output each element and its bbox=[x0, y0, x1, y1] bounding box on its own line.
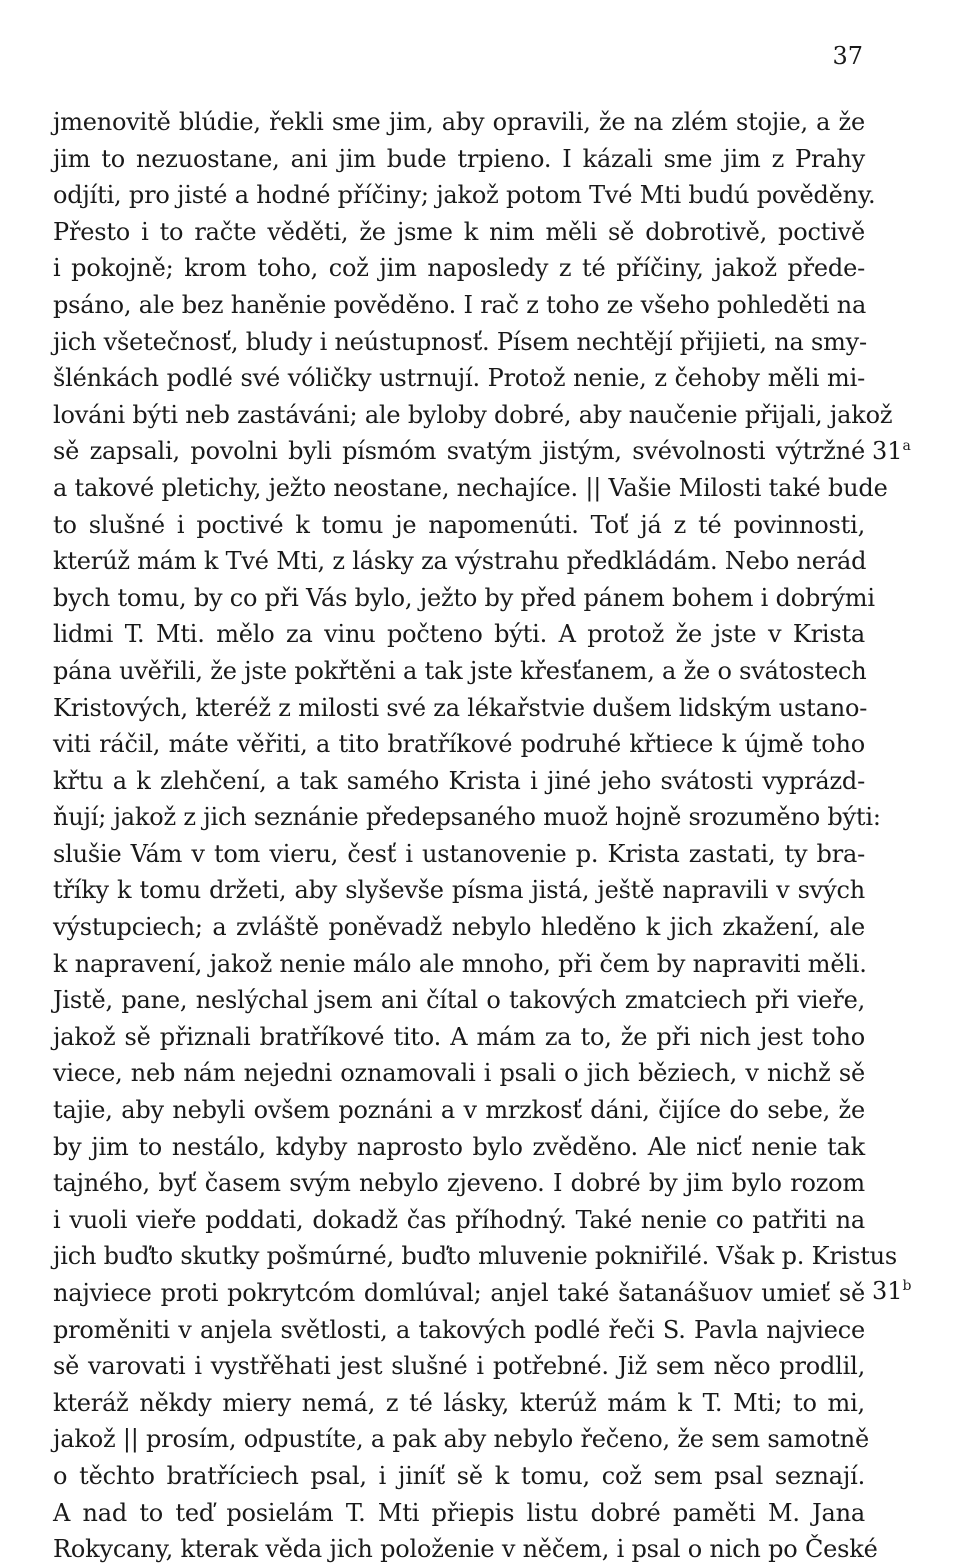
text-line: tříky k tomu držeti, aby slyševše písma jistá, ještě napravili v svých bbox=[53, 876, 865, 905]
text-line: pána uvěřili, že jste pokřtěni a tak jste křesťanem, a že o svátostech bbox=[53, 656, 867, 685]
page-number: 37 bbox=[832, 42, 863, 70]
text-line: jich všetečnosť, bludy i neústupnosť. Písem nechtějí přijieti, na smy- bbox=[53, 327, 867, 356]
text-line: i vuoli vieře poddati, dokadž čas příhodný. Také nenie co patřiti na bbox=[53, 1205, 865, 1234]
text-line: jich buďto skutky pošmúrné, buďto mluvenie pokniřilé. Však p. Kristus bbox=[53, 1242, 898, 1271]
text-line: lováni býti neb zastáváni; ale byloby dobré, aby naučenie přijali, jakož bbox=[53, 400, 893, 429]
text-line: kteráž někdy miery nemá, z té lásky, kterúž mám k T. Mti; to mi, bbox=[53, 1388, 865, 1417]
text-line: slušie Vám v tom vieru, česť i ustanovenie p. Krista zastati, ty bra- bbox=[53, 839, 865, 868]
text-line: sě zapsali, povolni byli písmóm svatým jistým, svévolnosti výtržné bbox=[53, 437, 865, 466]
text-line: šlénkách podlé své vóličky ustrnují. Protož nenie, z čehoby měli mi- bbox=[53, 364, 865, 393]
text-line: křtu a k zlehčení, a tak samého Krista i jiné jeho svátosti vyprázd- bbox=[53, 766, 865, 795]
text-line: k napravení, jakož nenie málo ale mnoho, při čem by napraviti měli. bbox=[53, 949, 867, 978]
text-line: odjíti, pro jisté a hodné příčiny; jakož potom Tvé Mti budú pověděny. bbox=[53, 181, 876, 210]
text-line: tajného, byť časem svým nebylo zjeveno. I dobré by jim bylo rozom bbox=[53, 1169, 865, 1198]
text-line: Kristových, kteréž z milosti své za lékařstvie dušem lidským ustano- bbox=[53, 693, 868, 722]
text-line: Rokycany, kterak věda jich položenie v něčem, i psal o nich po České bbox=[53, 1535, 878, 1564]
margin-note-31a bbox=[872, 437, 911, 465]
margin-note-31b bbox=[872, 1277, 912, 1305]
text-line: Přesto i to račte věděti, že jsme k nim měli sě dobrotivě, poctivě bbox=[53, 217, 865, 246]
text-line: A nad to teď posielám T. Mti přiepis listu dobré paměti M. Jana bbox=[53, 1498, 865, 1527]
text-line: bych tomu, by co při Vás bylo, ježto by před pánem bohem i dobrými bbox=[53, 583, 875, 612]
text-line: tajie, aby nebyli ovšem poznáni a v mrzkosť dáni, čijíce do sebe, že bbox=[53, 1096, 865, 1125]
text-line: Jistě, pane, neslýchal jsem ani čítal o takových zmatciech při vieře, bbox=[53, 986, 865, 1015]
text-line: to slušné i poctivé k tomu je napomenúti. Toť já z té povinnosti, bbox=[53, 510, 865, 539]
margin-note-label: 31 bbox=[872, 437, 903, 465]
text-line: viti ráčil, máte věřiti, a tito bratříkové podruhé křtiece k újmě toho bbox=[53, 730, 865, 759]
text-line: najviece proti pokrytcóm domlúval; anjel také šatanášuov umieť sě bbox=[53, 1279, 865, 1307]
margin-note-label: 31 bbox=[872, 1277, 903, 1305]
text-line: i pokojně; krom toho, což jim naposledy z té příčiny, jakož přede- bbox=[53, 254, 865, 283]
text-line: viece, neb nám nejedni oznamovali i psali o jich běziech, v nichž sě bbox=[53, 1059, 865, 1088]
margin-note-sup: b bbox=[902, 1278, 912, 1294]
margin-note-sup: a bbox=[902, 438, 911, 454]
text-line: psáno, ale bez haněnie pověděno. I rač z toho ze všeho pohleděti na bbox=[53, 290, 867, 319]
text-line: jmenovitě blúdie, řekli sme jim, aby opravili, že na zlém stojie, a že bbox=[53, 108, 865, 136]
text-line: kterúž mám k Tvé Mti, z lásky za výstrahu předkládám. Nebo nerád bbox=[53, 547, 867, 576]
text-line: jakož sě přiznali bratříkové tito. A mám za to, že při nich jest toho bbox=[53, 1022, 865, 1051]
text-line: sě varovati i vystřěhati jest slušné i potřebné. Již sem něco prodlil, bbox=[53, 1352, 865, 1381]
text-line: výstupciech; a zvláště poněvadž nebylo hleděno k jich zkažení, ale bbox=[53, 913, 865, 942]
text-line: o těchto bratříciech psal, i jiníť sě k tomu, což sem psal seznají. bbox=[53, 1461, 865, 1490]
text-line: a takové pletichy, ježto neostane, nechajíce. || Vašie Milosti také bude bbox=[53, 473, 888, 502]
text-line: proměniti v anjela světlosti, a takových podlé řeči S. Pavla najviece bbox=[53, 1315, 865, 1344]
text-line: lidmi T. Mti. mělo za vinu počteno býti. A protož že jste v Krista bbox=[53, 620, 865, 649]
text-line: jim to nezuostane, ani jim bude trpieno. I kázali sme jim z Prahy bbox=[53, 144, 865, 173]
text-line: ňují; jakož z jich seznánie předepsaného muož hojně srozuměno býti: bbox=[53, 803, 881, 832]
text-line: by jim to nestálo, kdyby naprosto bylo zvěděno. Ale nicť nenie tak bbox=[53, 1132, 865, 1161]
text-line: jakož || prosím, odpustíte, a pak aby nebylo řečeno, že sem samotně bbox=[53, 1425, 870, 1454]
